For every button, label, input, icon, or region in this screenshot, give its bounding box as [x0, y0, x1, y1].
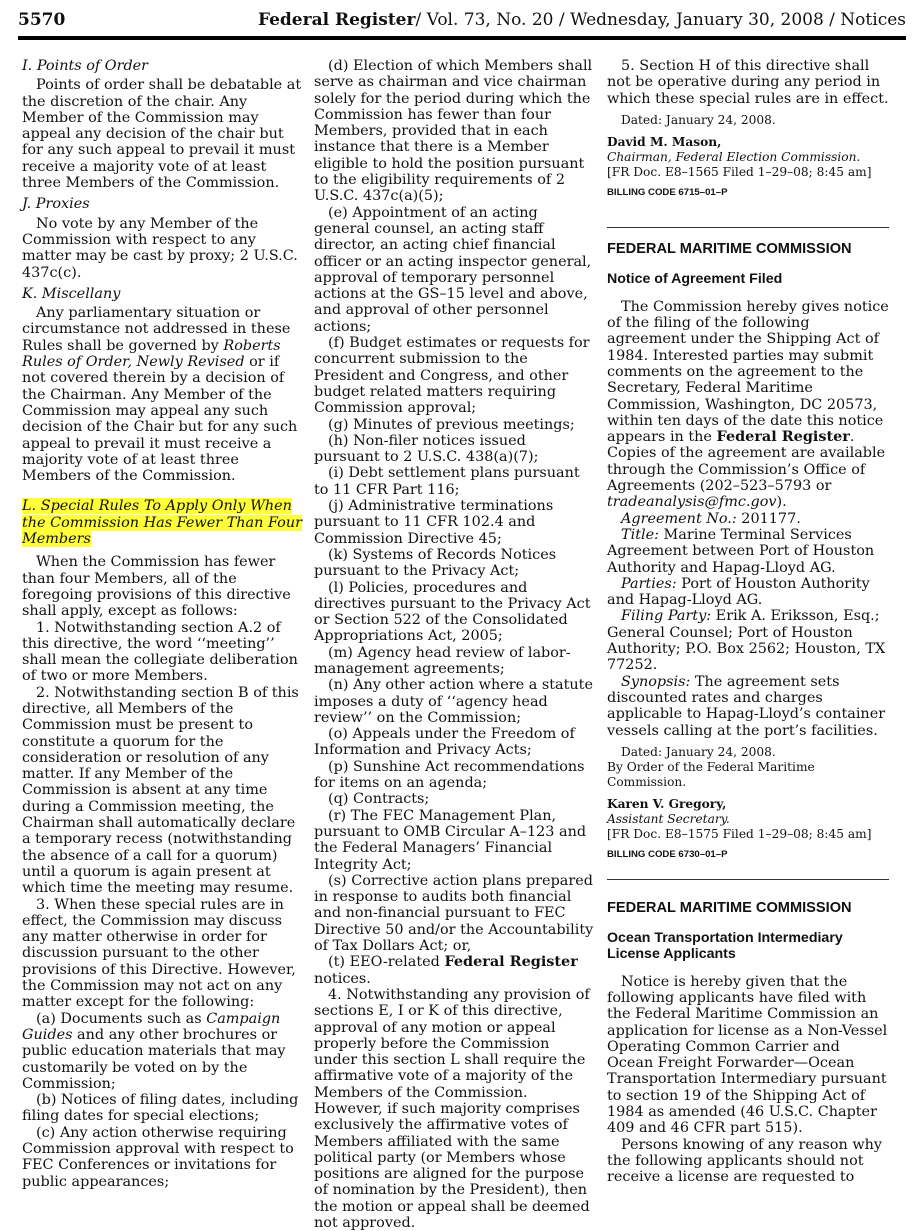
section-j-heading: J. Proxies: [22, 196, 90, 213]
signer-name: David M. Mason,: [607, 134, 722, 149]
section-l-item-1: 1. Notwithstanding section A.2 of this directive, the word ‘‘meeting’’ shall mean the collegiate deliberation of two or more Members.: [22, 619, 298, 685]
otl-notice-text: Notice is hereby given that the following applicants have filed with the Federal Maritime Commission an application for license as a Non-Vessel Operating Common Carrier and Ocean Freight Forwarder—Ocean Transportation Intermediary pursuant to section 19 of the Shipping Act of 1984 as amended (46 U.S.C. Chapter 409 and 46 CFR part 515).: [607, 973, 888, 1137]
agency-heading: FEDERAL MARITIME COMMISSION: [607, 241, 852, 258]
page-number: 5570: [18, 10, 66, 30]
section-l-item-3c: (c) Any action otherwise requiring Commission approval with respect to FEC Conferences or invitations for public appearances;: [22, 1124, 294, 1190]
column-3: [607, 58, 889, 1186]
list-item-j: (j) Administrative terminations pursuant to 11 CFR 102.4 and Commission Directive 45;: [314, 498, 554, 547]
section-divider: [607, 879, 889, 880]
list-item-n: (n) Any other action where a statute imposes a duty of ‘‘agency head review’’ on the Commission;: [314, 677, 593, 726]
otl-notice-text-2: Persons knowing of any reason why the following applicants should not receive a license are requested to: [607, 1136, 883, 1186]
agreement-notice-text: The Commission hereby gives notice of the filing of the following agreement under the Shipping Act of 1984. Interested parties may submit comments on the agreement to the Secretary, Federal Maritime Commission, Washington, DC 20573, within ten days of the date this notice appears in the Federal Register. Copies of the agreement are available through the Commission’s Office of Agreements (202–523–5793 or tradeanalysis@fmc.gov).: [607, 298, 889, 511]
list-item-p: (p) Sunshine Act recommendations for items on an agenda;: [314, 758, 585, 792]
column-1: [22, 58, 304, 1190]
agreement-number: Agreement No.: 201177.: [621, 510, 801, 527]
agreement-filing-party: Filing Party: Erik A. Eriksson, Esq.; General Counsel; Port of Houston Authority; P.O. Box 2562; Houston, TX 77252.: [607, 608, 886, 674]
notice-subject: Notice of Agreement Filed: [607, 270, 783, 287]
list-item-t: (t) EEO-related Federal Register notices.: [314, 953, 578, 987]
agreement-synopsis: Synopsis: The agreement sets discounted rates and charges applicable to Hapag-Lloyd’s container vessels calling at the port’s facilities.: [607, 673, 886, 739]
dated-line: Dated: January 24, 2008.: [621, 112, 776, 127]
list-item-f: (f) Budget estimates or requests for concurrent submission to the President and Congress, and other budget related matters requiring Commission approval;: [314, 335, 590, 417]
section-k-text: Any parliamentary situation or circumstance not addressed in these Rules shall be governed by Roberts Rules of Order, Newly Revised or if not covered therein by a decision of the Chairman. Any Member of the Commission may appeal any such decision of the Chair but for any such appeal to prevail it must receive a majority vote of at least three Members of the Commission.: [22, 305, 298, 485]
agreement-parties: Parties: Port of Houston Authority and Hapag-Lloyd AG.: [607, 575, 870, 609]
billing-code: BILLING CODE 6715–01–P: [607, 187, 728, 199]
fr-doc-line: [FR Doc. E8–1565 Filed 1–29–08; 8:45 am]: [607, 165, 872, 180]
section-l-heading: [22, 498, 304, 547]
section-divider: [607, 227, 889, 228]
issue-info: / Vol. 73, No. 20 / Wednesday, January 30, 2008 / Notices: [415, 10, 906, 30]
list-item-r: (r) The FEC Management Plan, pursuant to OMB Circular A–123 and the Federal Managers’ Financial Integrity Act;: [314, 807, 587, 873]
header-rule: [18, 36, 906, 40]
notice-subject: Ocean Transportation Intermediary License Applicants: [607, 929, 843, 962]
agreement-title: Title: Marine Terminal Services Agreement between Port of Houston Authority and Hapag-Lloyd AG.: [607, 526, 875, 576]
section-l-item-5: 5. Section H of this directive shall not be operative during any period in which these special rules are in effect.: [607, 58, 889, 107]
list-item-s: (s) Corrective action plans prepared in response to audits both financial and non-financial pursuant to FEC Directive 50 and/or the Accountability of Tax Dollars Act; or,: [314, 872, 594, 955]
running-title: [258, 10, 906, 30]
list-item-l: (l) Policies, procedures and directives pursuant to the Privacy Act or Section 522 of the Consolidated Appropriations Act, 2005;: [314, 579, 591, 645]
list-item-h: (h) Non-filer notices issued pursuant to 2 U.S.C. 438(a)(7);: [314, 432, 539, 466]
page-header: [18, 10, 906, 32]
list-item-d: (d) Election of which Members shall serve as chairman and vice chairman solely for the period during which the Commission has fewer than four Members, provided that in each instance that there is a Member eligible to hold the position pursuant to the eligibility requirements of 2 U.S.C. 437c(a)(5);: [314, 58, 593, 205]
list-item-q: (q) Contracts;: [328, 791, 430, 808]
section-l-intro: When the Commission has fewer than four Members, all of the foregoing provisions of this directive shall apply, except as follows:: [22, 554, 291, 620]
list-item-e: (e) Appointment of an acting general counsel, an acting staff director, an acting chief financial officer or an acting inspector general, approval of temporary personnel actions at the GS–15 level and above, and approval of other personnel actions;: [314, 204, 592, 335]
order-line: By Order of the Federal Maritime Commission.: [607, 759, 815, 789]
list-item-k: (k) Systems of Records Notices pursuant to the Privacy Act;: [314, 546, 557, 580]
list-item-m: (m) Agency head review of labor-management agreements;: [314, 644, 571, 677]
agency-heading: FEDERAL MARITIME COMMISSION: [607, 900, 852, 917]
column-2: [314, 58, 596, 1231]
section-l-item-3b: (b) Notices of filing dates, including filing dates for special elections;: [22, 1092, 299, 1125]
signer-name: Karen V. Gregory,: [607, 796, 727, 811]
signer-title: Chairman, Federal Election Commission.: [607, 150, 861, 165]
billing-code: BILLING CODE 6730–01–P: [607, 849, 728, 861]
section-l-item-3: 3. When these special rules are in effect, the Commission may discuss any matter otherwise in order for discussion pursuant to the other provisions of this Directive. However, the Commission may not act on any matter except for the following:: [22, 896, 296, 1011]
section-k-heading: K. Miscellany: [22, 285, 121, 302]
highlighted-heading: L. Special Rules To Apply Only When the Commission Has Fewer Than Four Members: [22, 498, 302, 548]
section-j-text: No vote by any Member of the Commission with respect to any matter may be cast by proxy; 2 U.S.C. 437c(c).: [22, 215, 298, 281]
section-l-item-4: 4. Notwithstanding any provision of sections E, I or K of this directive, approval of any motion or appeal properly before the Commission under this section L shall require the affirmative vote of a majority of the Members of the Commission. However, if such majority comprises exclusively the affirmative votes of Members affiliated with the same political party (or Members whose positions are aligned for the purpose of nomination by the President), then the motion or appeal shall be deemed not approved.: [314, 986, 590, 1231]
section-l-item-2: 2. Notwithstanding section B of this directive, all Members of the Commission must be present to constitute a quorum for the consideration or resolution of any matter. If any Member of the Commission is absent at any time during a Commission meeting, the Chairman shall automatically declare a temporary recess (notwithstanding the absence of a call for a quorum) until a quorum is again present at which time the meeting may resume.: [22, 684, 299, 897]
section-l-item-3a: (a) Documents such as Campaign Guides and any other brochures or public education materials that may customarily be voted on by the Commission;: [22, 1010, 286, 1092]
list-item-i: (i) Debt settlement plans pursuant to 11 CFR Part 116;: [314, 465, 580, 498]
signer-title: Assistant Secretary.: [607, 812, 730, 827]
dated-line: Dated: January 24, 2008.: [621, 744, 776, 759]
section-i-text: Points of order shall be debatable at the discretion of the chair. Any Member of the Commission may appeal any decision of the chair but for any such appeal to prevail it must receive a majority vote of at least three Members of the Commission.: [22, 77, 302, 192]
publication-name: Federal Register: [257, 10, 416, 30]
list-item-g: (g) Minutes of previous meetings;: [328, 416, 575, 433]
list-item-o: (o) Appeals under the Freedom of Information and Privacy Acts;: [314, 726, 575, 759]
section-i-heading: I. Points of Order: [22, 58, 149, 74]
fr-doc-line: [FR Doc. E8–1575 Filed 1–29–08; 8:45 am]: [607, 827, 872, 842]
